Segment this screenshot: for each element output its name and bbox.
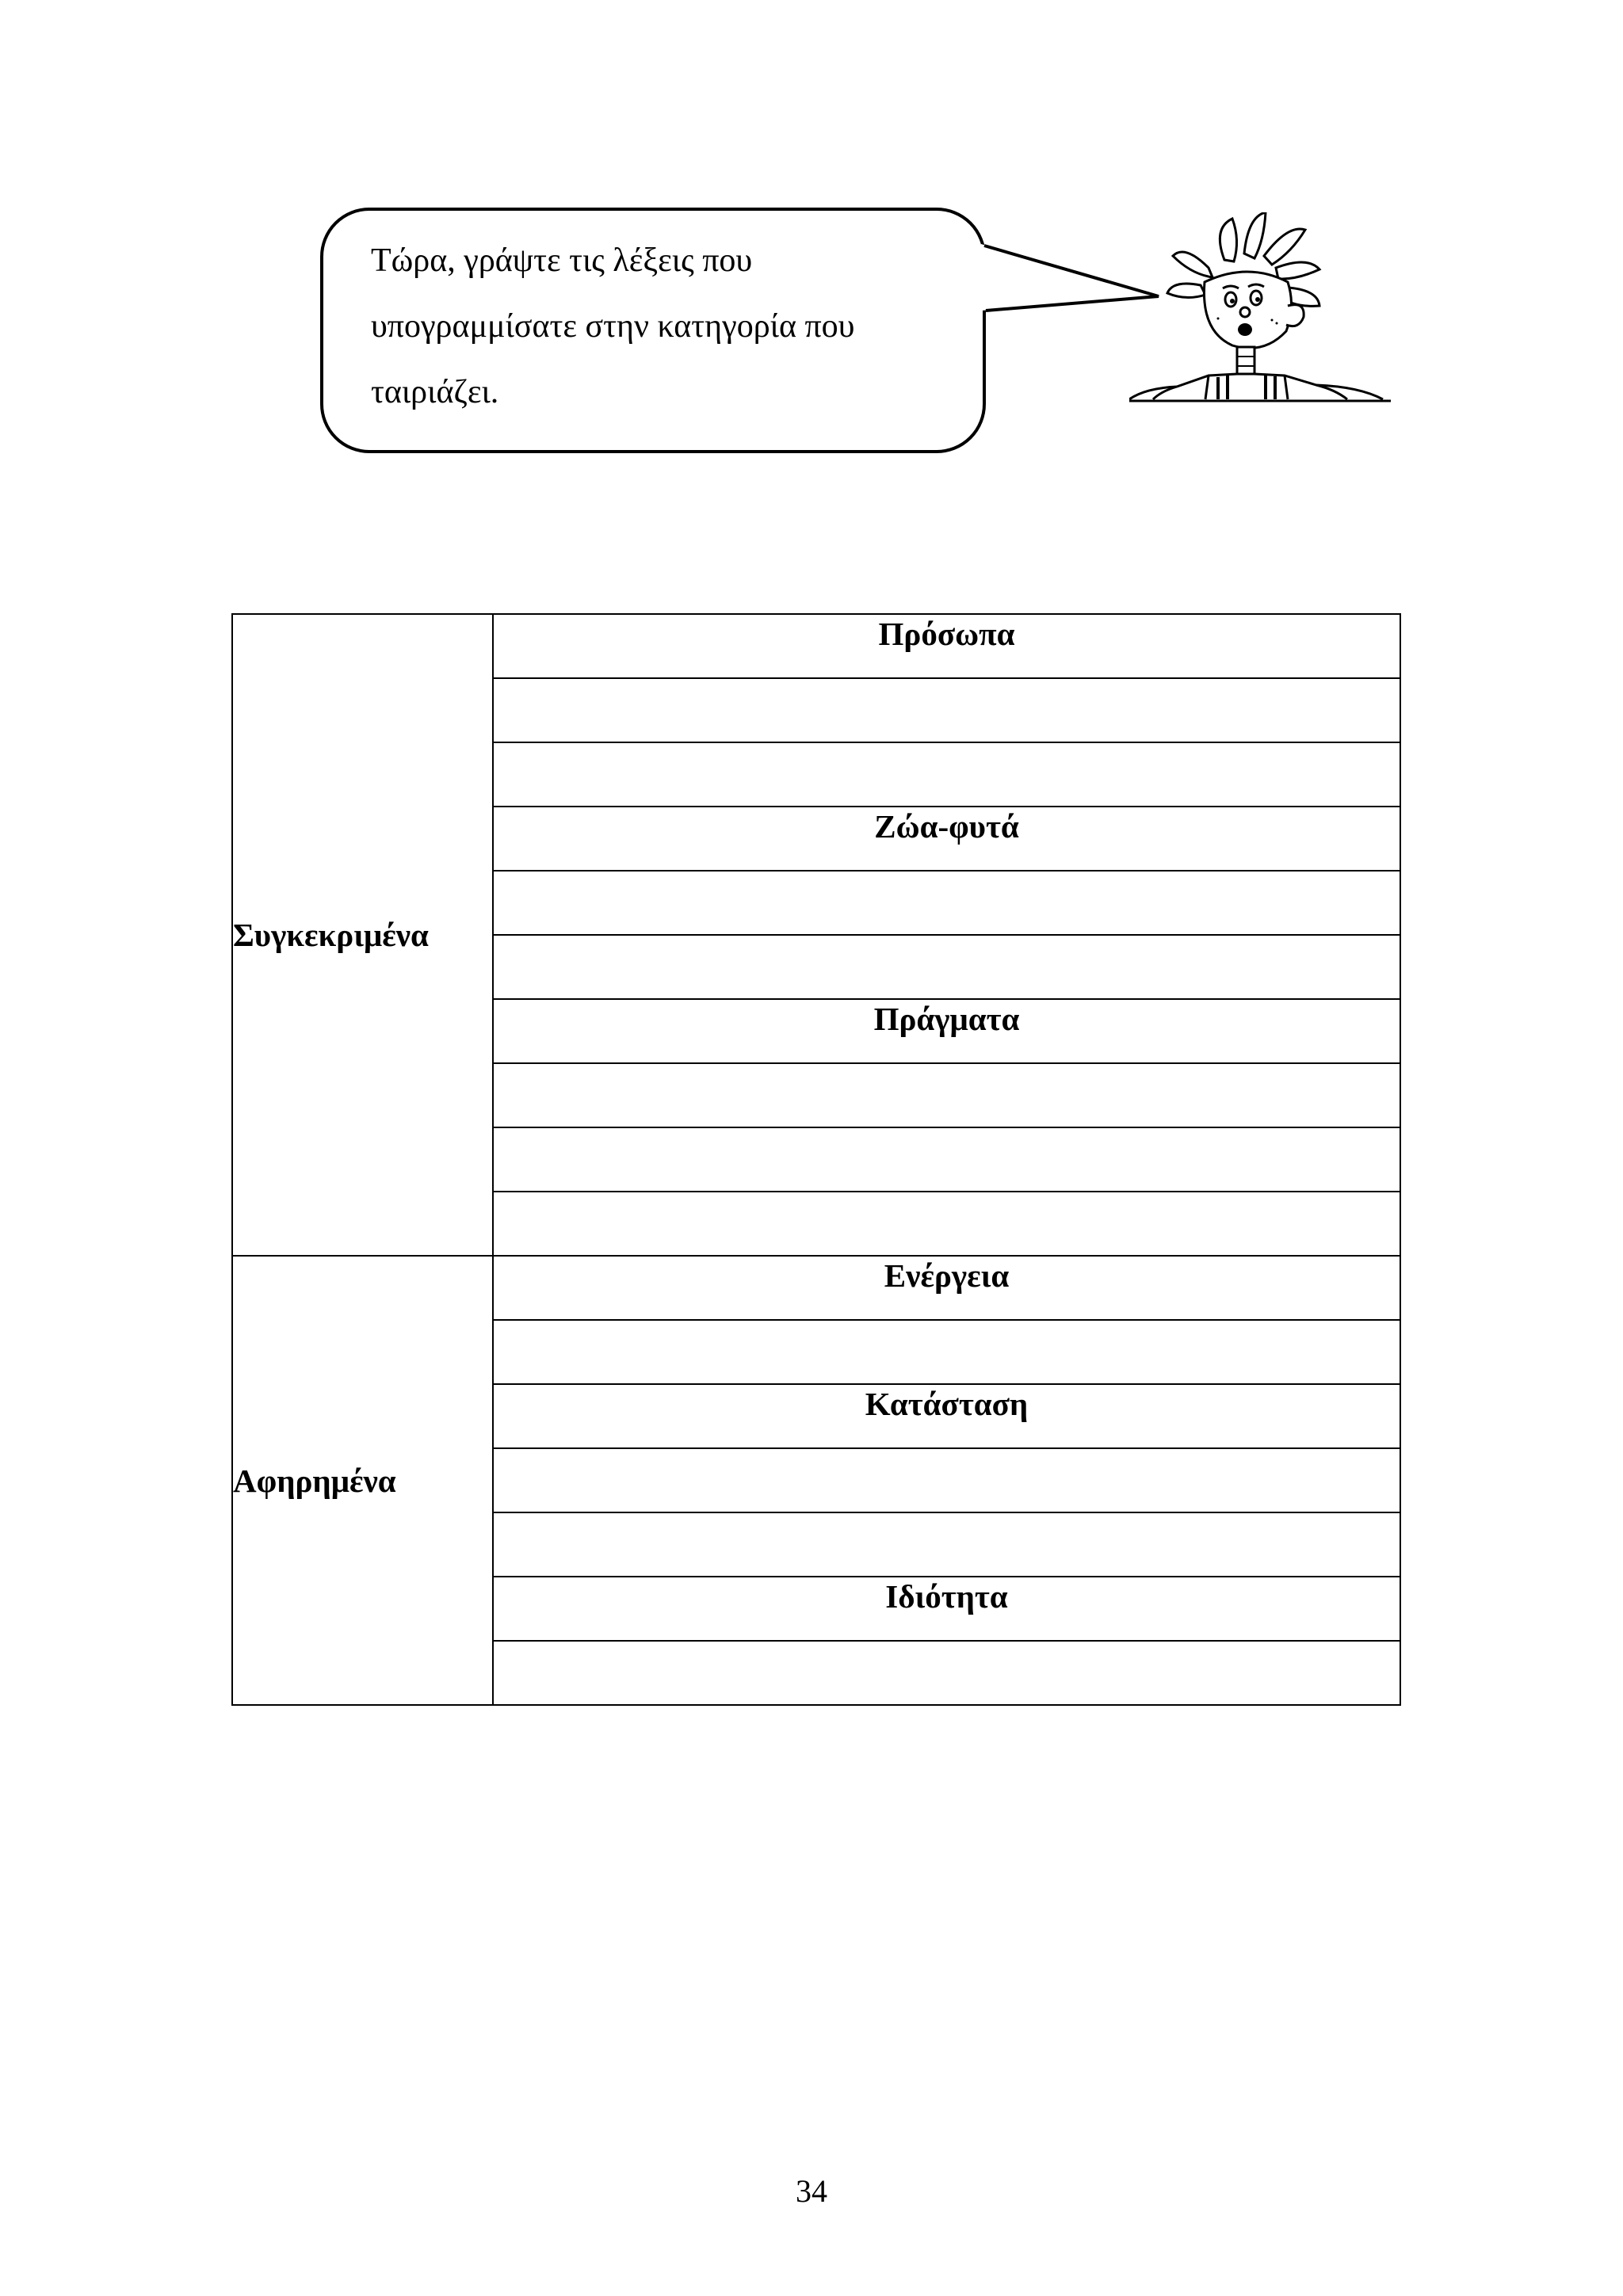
answer-cell[interactable] <box>493 1192 1400 1256</box>
answer-cell[interactable] <box>493 678 1400 742</box>
category-header: Ενέργεια <box>493 1256 1400 1320</box>
category-header: Πράγματα <box>493 999 1400 1063</box>
category-header: Πρόσωπα <box>493 614 1400 678</box>
category-header: Ζώα-φυτά <box>493 807 1400 871</box>
answer-cell[interactable] <box>493 1512 1400 1577</box>
speech-line: Τώρα, γράψτε τις λέξεις που <box>371 242 753 279</box>
answer-cell[interactable] <box>493 1448 1400 1512</box>
speech-bubble <box>320 208 986 453</box>
answer-cell[interactable] <box>493 1320 1400 1384</box>
category-header: Κατάσταση <box>493 1384 1400 1448</box>
speech-line: υπογραμμίσατε στην κατηγορία που <box>371 308 855 345</box>
speech-bubble-text <box>371 228 951 425</box>
answer-cell[interactable] <box>493 1127 1400 1192</box>
answer-cell[interactable] <box>493 1063 1400 1127</box>
answer-cell[interactable] <box>493 1641 1400 1705</box>
cartoon-child-shrugging-icon <box>1129 212 1391 402</box>
answer-cell[interactable] <box>493 871 1400 935</box>
answer-cell[interactable] <box>493 935 1400 999</box>
speech-line: ταιριάζει. <box>371 374 499 410</box>
category-header: Ιδιότητα <box>493 1577 1400 1641</box>
answer-cell[interactable] <box>493 742 1400 807</box>
noun-category-table <box>231 613 1401 1706</box>
page-number: 34 <box>796 2173 827 2209</box>
group-label-abstract: Αφηρημένα <box>232 1256 493 1705</box>
group-label-concrete: Συγκεκριμένα <box>232 614 493 1256</box>
